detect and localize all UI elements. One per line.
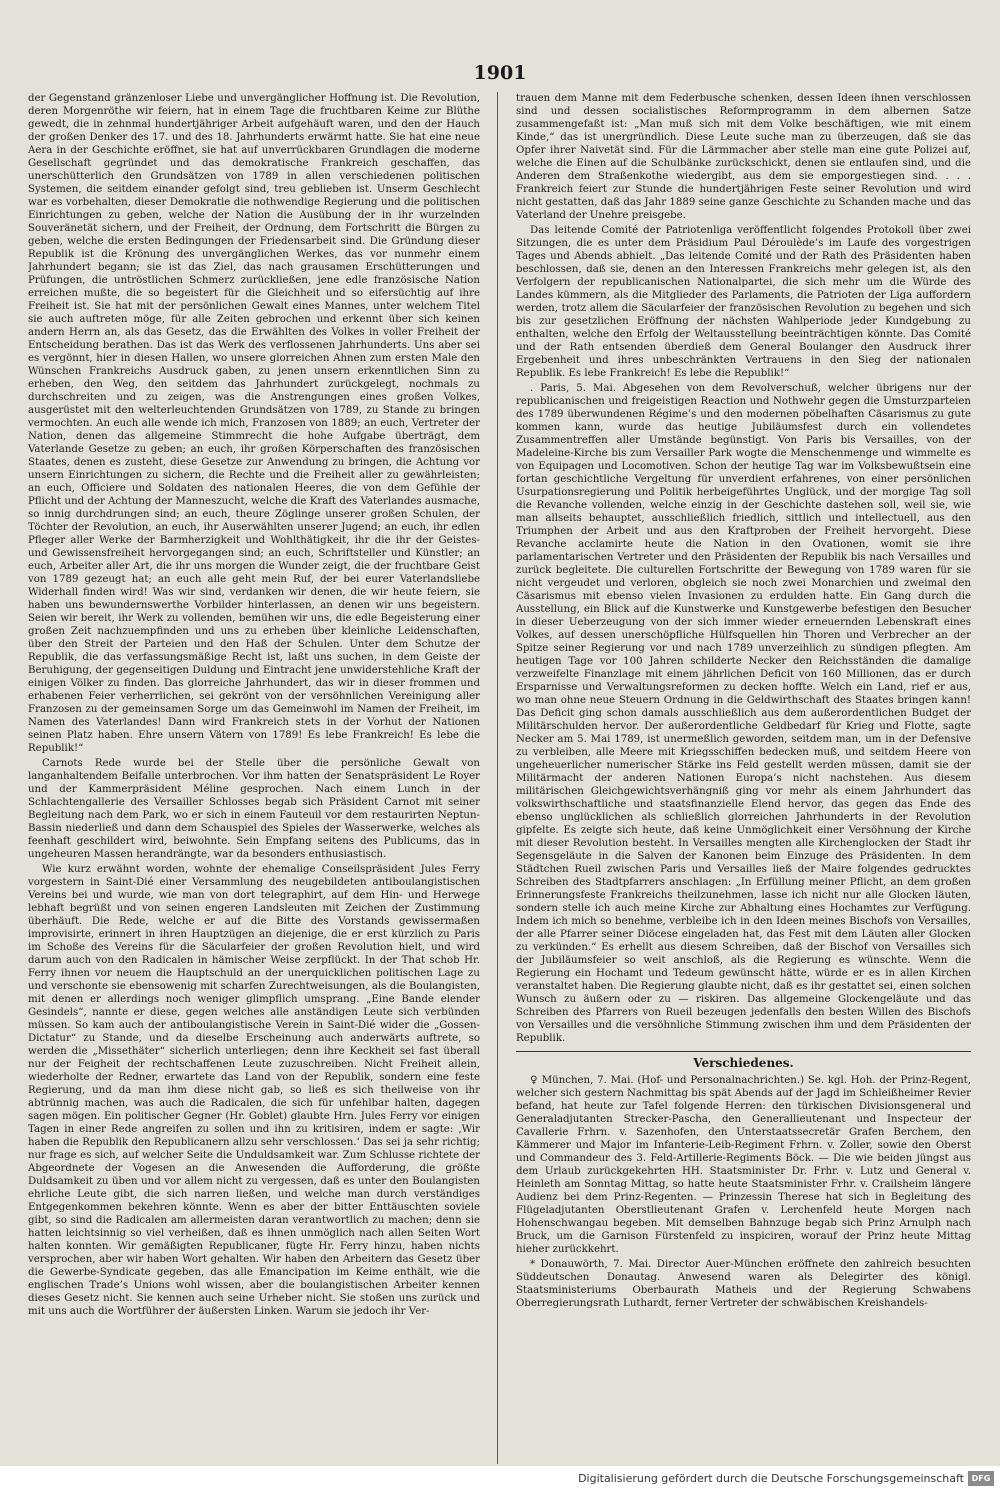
article-paragraph: trauen dem Manne mit dem Federbusche schenken, dessen Ideen ihnen verschlossen sind und dessen socialistisches Reformprogramm in dem albernen Satze zusammengefaßt ist: „Man muß sich mit dem Volke beschäftigen, wie mit einem Kinde,“ das ist unergründlich. Diese Leute suche man zu überzeugen, daß sie das Opfer ihrer Naivetät sind. Für die Lärmmacher aber stelle man eine gute Polizei auf, welche die Einen auf die Schulbänke zurückschickt, denen sie entlaufen sind, und die Anderen dem Straßenkothe wiedergibt, aus dem sie emporgestiegen sind. . . . Frankreich feiert zur Stunde die hundertjährigen Feste seiner Revolution und wird nicht gestatten, daß das Jahr 1889 seine ganze Geschichte zu Schanden mache und das Vaterland der Unehre preisgebe.	[516, 93, 971, 221]
section-heading: Verschiedenes.	[516, 1051, 971, 1070]
article-paragraph: Wie kurz erwähnt worden, wohnte der ehemalige Conseilspräsident Jules Ferry vorgestern in Saint-Dié einer Versammlung des neugebildeten antiboulangistischen Vereins bei und wurde, wie man von dort telegraphirt, auf dem Hin- und Herwege lebhaft begrüßt und von seinen engeren Landsleuten mit Zeichen der Zustimmung überhäuft. Die Rede, welche er auf die Bitte des Vorstands gewissermaßen improvisirte, erinnert in ihren Hauptzügen an diejenige, die er erst kürzlich zu Paris im Schoße des Vereins für die Säcularfeier der großen Revolution hielt, und wird darum auch von den Radicalen in hämischer Weise zerpflückt. In der That schob Hr. Ferry ihnen vor neuem die Hauptschuld an der unerquicklichen politischen Lage zu und verschonte sie ebensowenig mit scharfen Zurechtweisungen, als die Boulangisten, mit denen er allerdings noch weniger glimpflich umsprang. „Eine Bande elender Gesindels“, nannte er diese, gegen welches alle anständigen Leute sich verbünden müssen. So kam auch der antiboulangistische Verein in Saint-Dié wider die „Gossen-Dictatur“ zu Stande, und da dieselbe Erscheinung auch anderwärts auftrete, so werden die „Missethäter“ sicherlich unterliegen; denn ihre Keckheit sei fast überall nur der Feigheit der rechtschaffenen Leute zuzuschreiben. Nicht Freiheit allein, wiederholte der Redner, erwartete das Land von der Republik, sondern eine feste Regierung, und da man ihm diese nicht gab, so ließ es sich theilweise von ihr abtrünnig machen, was auch die Radicalen, die sich für unfehlbar halten, dagegen sagen mögen. Ein politischer Gegner (Hr. Goblet) glaubte Hrn. Jules Ferry vor einigen Tagen in einer Rede angreifen zu sollen und ihn zu kritisiren, indem er sagte: ‚Wir haben die Republik den Republicanern allzu sehr verschlossen.‘ Das sei ja sehr richtig; nur frage es sich, auf welcher Seite die Unduldsamkeit war. Zum Schlusse richtete der Abgeordnete der Vogesen an die Anwesenden die Aufforderung, die größte Duldsamkeit zu üben und vor allem nicht zu vergessen, daß es unter den Boulangisten ehrliche Leute gibt, die sich narren ließen, und welche man durch verständiges Entgegenkommen bekehren könnte. Wenn es aber der bitter Enttäuschten soviele gibt, so sind die Radicalen am allermeisten daran verantwortlich zu machen; denn sie hatten leichtsinnig so viel verheißen, daß es ihnen unmöglich nach allen Seiten Wort halten konnten. Wir gemäßigten Republicaner, fügte Hr. Ferry hinzu, haben nichts versprochen, aber wir haben Wort gehalten. Wir haben den Arbeitern das Gesetz über die Gewerbe-Syndicate gegeben, das alle Emancipation im Keime enthält, wie die englischen Trade’s Unions wohl wissen, aber die boulangistischen Arbeiter kennen dieses Gesetz nicht. Sie kennen auch seine Urheber nicht. Sie stoßen uns zurück und mit uns auch die Wortführer der äußersten Linken. Warum sie jedoch ihr Ver-	[28, 864, 480, 1317]
article-paragraph: Das leitende Comité der Patriotenliga veröffentlicht folgendes Protokoll über zwei Sitzungen, die es unter dem Präsidium Paul Déroulède’s im Laufe des vorgestrigen Tages und Abends abhielt. „Das leitende Comité und der Rath des Präsidenten haben beschlossen, daß sie, denen an den Interessen Frankreichs mehr gelegen ist, als den Verfolgern der republicanischen Nationalpartei, die sich mehr um die Würde des Landes kümmern, als die Mitglieder des Parlaments, die Patrioten der Liga auffordern werden, trotz allem die Säcularfeier der französischen Revolution zu begehen und sich bis zur gesetzlichen Eröffnung der nächsten Wahlperiode jeder Kundgebung zu enthalten, welche den Erfolg der Weltausstellung beeinträchtigen könnte. Das Comité und der Rath entsenden überdieß dem General Boulanger den Ausdruck ihrer Ergebenheit und ihres unbeschränkten Vertrauens in den Sieg der nationalen Republik. Es lebe Frankreich! Es lebe die Republik!“	[516, 225, 971, 379]
funding-credit: Digitalisierung gefördert durch die Deutsche Forschungsgemeinschaft	[578, 1472, 964, 1485]
left-column	[28, 92, 480, 1464]
footer-bar	[0, 1466, 1000, 1492]
right-column	[516, 92, 971, 1464]
article-paragraph: ♀ München, 7. Mai. (Hof- und Personalnachrichten.) Se. kgl. Hoh. der Prinz-Regent, welcher sich gestern Nachmittag bis spät Abends auf der Jagd im Schleißheimer Revier befand, hat heute zur Tafel folgende Herren: den türkischen Divisionsgeneral und Generaladjutanten Strecker-Pascha, den Generallieutenant und Inspecteur der Cavallerie Frhrn. v. Sazenhofen, den Unterstaatssecretär Grafen Berchem, den Kämmerer und Major im Infanterie-Leib-Regiment Frhrn. v. Zoller, sowie den Oberst und Commandeur des 3. Feld-Artillerie-Regiments Böck. — Die wie beiden jüngst aus dem Urlaub zurückgekehrten HH. Staatsminister Dr. Frhr. v. Lutz und General v. Heinleth am Sonntag Mittag, so hatte heute Staatsminister Frhr. v. Crailsheim längere Audienz bei dem Prinz-Regenten. — Prinzessin Therese hat sich in Begleitung des Flügeladjutanten Oberstlieutenant Grafen v. Lerchenfeld heute Morgen nach Hohenschwangau begeben. Mit demselben Bahnzuge begab sich Prinz Arnulph nach Bruck, um die Garnison Fürstenfeld zu inspiciren, worauf der Prinz heute Mittag hieher zurückkehrt.	[516, 1075, 971, 1255]
article-paragraph: der Gegenstand gränzenloser Liebe und unvergänglicher Hoffnung ist. Die Revolution, deren Morgenröthe wir feiern, hat in einem Tage die fruchtbaren Keime zur Blüthe gewedt, die in zehnmal hundertjähriger Arbeit aufgehäuft waren, und den der Hauch der großen Denker des 17. und des 18. Jahrhunderts erwärmt hatte. Sie hat eine neue Aera in der Geschichte eröffnet, sie hat auf unverrückbaren Grundlagen die moderne Gesellschaft gegründet und das demokratische Frankreich geschaffen, das unerschütterlich den Grundsätzen von 1789 in allen verschiedenen politischen Systemen, die seitdem einander gefolgt sind, treu geblieben ist. Unserm Geschlecht war es vorbehalten, dieser Demokratie die nothwendige Regierung und die politischen Einrichtungen zu geben, welche der Nation die Ausübung der in ihr wurzelnden Souveränetät sichern, und der Freiheit, der Ordnung, dem Fortschritt die Bürgen zu geben, welche die ersten Bedingungen der Friedensarbeit sind. Die Gründung dieser Republik ist die Krönung des unvergänglichen Werkes, das vor nunmehr einem Jahrhundert begann; sie ist das Ziel, das nach grausamen Erschütterungen und Prüfungen, die untröstlichen Schmerz zurückließen, jene edle französische Nation erreichen mußte, die so begeistert für die Gleichheit und so eifersüchtig auf ihre Freiheit ist. Sie hat mit der persönlichen Gewalt eines Mannes, unter welchem Titel sie auch auftreten möge, für alle Zeiten gebrochen und erkennt über sich keinen andern Herrn an, als das Gesetz, das die Erwählten des Volkes in voller Freiheit der Entscheidung berathen. Das ist das Werk des verflossenen Jahrhunderts. Uns aber sei es vergönnt, hier in diesen Hallen, wo unsere glorreichen Ahnen zum ersten Male den Wünschen Frankreichs Ausdruck gaben, zu jenen unsern erkenntlichen Sinn zu erheben, den Weg, den seitdem das Jahrhundert zurückgelegt, nochmals zu durchschreiten und zu zeigen, was die Anstrengungen eines großen Volkes, ausgerüstet mit den welterleuchtenden Grundsätzen von 1789, zu Stande zu bringen vermochten. An euch alle wende ich mich, Franzosen von 1889; an euch, Vertreter der Nation, denen das allgemeine Stimmrecht die hohe Aufgabe überträgt, dem Vaterlande Gesetze zu geben; an euch, ihr großen Körperschaften des französischen Staates, denen es zusteht, diese Gesetze zur Anwendung zu bringen, die Achtung vor unsern Einrichtungen zu sichern, die Rechte und die Freiheit aller zu gewährleisten; an euch, Officiere und Soldaten des nationalen Heeres, die von dem Gefühle der Pflicht und der Achtung der Manneszucht, welche die Kraft des Vaterlandes ausmache, so innig durchdrungen sind; an euch, theure Zöglinge unserer großen Schulen, der Töchter der Revolution, an euch, ihr Auserwählten unserer Jugend; an euch, ihr edlen Pfleger aller Werke der Barmherzigkeit und Wohlthätigkeit, ihr die ihr der Geistes- und Gewissensfreiheit hervorgegangen sind; an euch, Schriftsteller und Künstler; an euch, Arbeiter aller Art, die ihr uns morgen die Wunder zeigt, die der fruchtbare Geist von 1789 gezeugt hat; an euch alle geht mein Ruf, der bei eurer Vaterlandsliebe Widerhall finden wird! Was wir sind, verdanken wir denen, die wir heute feiern, sie haben uns bewundernswerthe Vorbilder hinterlassen, an denen wir uns begeistern. Seien wir bereit, ihr Werk zu vollenden, bemühen wir uns, die edle Begeisterung einer großen Zeit nachzuempfinden und uns zu erheben über kleinliche Leidenschaften, über den Streit der Parteien und den Haß der Schulen. Unter dem Schutze der Republik, die das verfassungsmäßige Recht ist, laßt uns suchen, in dem Geiste der Beruhigung, der gegenseitigen Duldung und Eintracht jene unwiderstehliche Kraft der einigen Völker zu finden. Das glorreiche Jahrhundert, das wir in dieser frommen und erhabenen Feier verherrlichen, sei gekrönt von der versöhnlichen Vereinigung aller Franzosen zu der gemeinsamen Sorge um das Gemeinwohl im Namen der Freiheit, im Namen des Vaterlandes! Dann wird Frankreich stets in der Vorhut der Nationen seinen Platz haben. Ehre unsern Vätern von 1789! Es lebe Frankreich! Es lebe die Republik!“	[28, 93, 480, 754]
column-divider	[497, 92, 498, 1464]
page-number: 1901	[473, 62, 527, 84]
article-paragraph: * Donauwörth, 7. Mai. Director Auer-München eröffnete den zahlreich besuchten Süddeutschen Donautag. Anwesend waren als Delegirter des königl. Staatsministeriums Oberbaurath Matheis und der Regierung Schwabens Oberregierungsrath Luthardt, ferner Vertreter der schwäbischen Kreishandels-	[516, 1259, 971, 1309]
dfg-logo-icon: DFG	[968, 1471, 994, 1486]
article-paragraph: Carnots Rede wurde bei der Stelle über die persönliche Gewalt von langanhaltendem Beifalle unterbrochen. Vor ihm hatten der Senatspräsident Le Royer und der Kammerpräsident Méline gesprochen. Nach einem Lunch in der Schlachtengallerie des Versailler Schlosses begab sich Präsident Carnot mit seiner Begleitung nach dem Park, wo er sich in einem Fauteuil vor dem restaurirten Neptun-Bassin niederließ und dann dem Schauspiel des Spieles der Wasserwerke, welches als feenhaft geschildert wird, beiwohnte. Sein Empfang seitens des Publicums, das in ungeheuren Massen herandrängte, war da besonders enthusiastisch.	[28, 758, 480, 860]
article-paragraph: . Paris, 5. Mai. Abgesehen von dem Revolverschuß, welcher übrigens nur der republicanischen und freigeistigen Reaction und Nothwehr gegen die Umsturzparteien des 1789 überwundenen Régime’s und den modernen pöbelhaften Cäsarismus zu gute kommen kann, wurde das heutige Jubiläumsfest durch ein vollendetes Zusammentreffen aller Umstände begünstigt. Von Paris bis Versailles, von der Madeleine-Kirche bis zum Versailler Park wogte die Menschenmenge und wimmelte es von Equipagen und Locomotiven. Schon der heutige Tag war im Volksbewußtsein eine fortan geschichtliche Vergeltung für unverdient erfahrenes, von einer persönlichen Usurpationsregierung und Politik herbeigeführtes Unglück, und der morgige Tag soll die Revanche vollenden, welche einzig in der Geschichte dastehen soll, weil sie, wie man allseits behauptet, ausschließlich friedlich, sittlich und intellectuell, aus den Triumphen der Arbeit und aus den Kraftproben der Freiheit hervorgeht. Diese Revanche acclamirte heute die Nation in den Ovationen, womit sie ihre parlamentarischen Vertreter und den Präsidenten der Republik bis nach Versailles und zurück begleitete. Die culturellen Fortschritte der Bewegung von 1789 waren für sie nicht vergeudet und verloren, obgleich sie noch zwei Monarchien und zweimal den Cäsarismus mit ebenso vielen Invasionen zu erdulden hatte. Ein Gang durch die Ausstellung, ein Blick auf die Kunstwerke und Kunstgewerbe befestigen den Besucher in dieser Ueberzeugung von der sich immer wieder erneuernden Lebenskraft eines Volkes, auf dessen unerschöpfliche Hülfsquellen hin Thoren und Verbrecher an der Spitze seiner Regierung vor und nach 1789 unverzeihlich zu sündigen pflegten. Am heutigen Tage vor 100 Jahren schilderte Necker den Reichsständen die damalige verzweifelte Finanzlage mit einem jährlichen Deficit von 160 Millionen, das er durch Ersparnisse und Verwaltungsreformen zu decken hoffte. Welch ein Land, rief er aus, wo man ohne neue Steuern Ordnung in die Geldwirthschaft des Staates bringen kann! Das Deficit ging schon damals ausschließlich aus dem außerordentlichen Budget der Militärschulden hervor. Der außerordentliche Geldbedarf für Krieg und Flotte, sagte Necker am 5. Mai 1789, ist unermeßlich geworden, seitdem man, um in der Defensive zu verbleiben, alle Meere mit Kriegsschiffen bedecken muß, und seitdem Heere von ungeheuerlicher numerischer Stärke ins Feld gestellt werden müssen, damit sie der Militärmacht der anderen Nationen Europa’s nicht nachstehen. Aus diesem militärischen Gleichgewichtsverhängniß ging vor mehr als einem Jahrhundert das volkswirthschaftliche und staatsfinanzielle Elend hervor, das gegen das Ende des ebenso unglücklichen als schließlich glorreichen Jahrhunderts in der Revolution gipfelte. Es zeigte sich heute, daß keine Unmöglichkeit einer Versöhnung der Kirche mit dieser Revolution besteht. In Versailles mengten alle Kirchenglocken der Stadt ihr Segensgeläute in die Salven der Kanonen beim Einzuge des Präsidenten. In dem Städtchen Rueil zwischen Paris und Versailles ließ der Maire folgendes gedrucktes Schreiben des Stadtpfarrers anschlagen: „In Erfüllung meiner Pflicht, an dem großen Erinnerungsfeste Frankreichs theilzunehmen, lasse ich nicht nur alle Glocken läuten, sondern stelle ich auch meine Kirche zur Abhaltung eines Hochamtes zur Verfügung. Indem ich mich so benehme, verbleibe ich in den Ideen meines Bischofs von Versailles, der alle Pfarrer seiner Diöcese eingeladen hat, das Fest mit dem Läuten aller Glocken zu verkünden.“ Es erhellt aus diesem Schreiben, daß der Bischof von Versailles sich der Jubiläumsfeier so weit anschloß, als die Regierung es wünschte. Wenn die Regierung ein Hochamt und Tedeum gewünscht hätte, würde er es in allen Kirchen veranstaltet haben. Die Regierung glaubte nicht, daß es ihr gestattet sei, einen solchen Wunsch zu äußern oder zu — riskiren. Das allgemeine Glockengeläute und das Schreiben des Pfarrers von Rueil bezeugen jedenfalls den besten Willen des Bischofs von Versailles und die versöhnliche Stimmung zwischen ihm und dem Präsidenten der Republik.	[516, 383, 971, 1044]
